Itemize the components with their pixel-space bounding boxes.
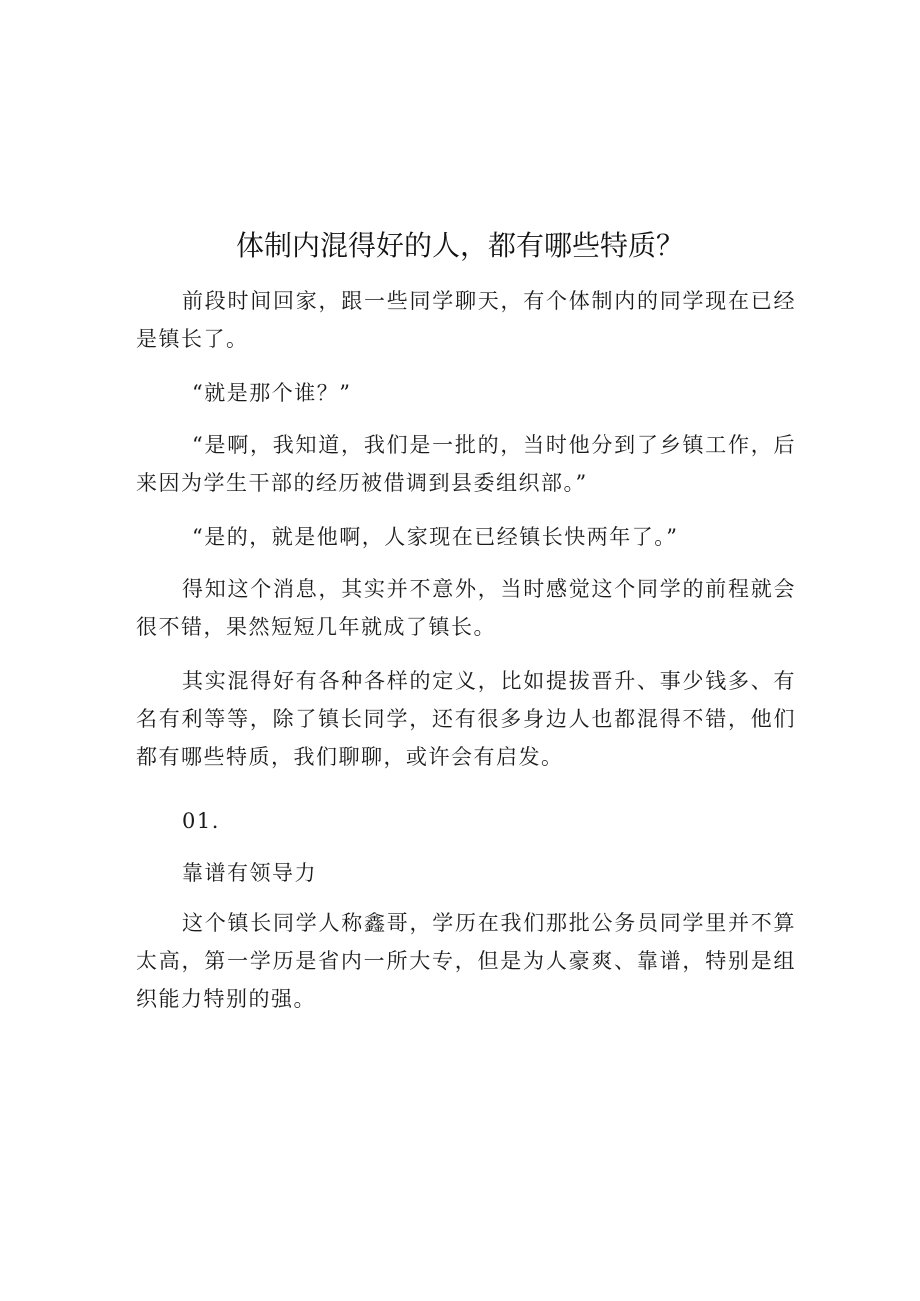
paragraph-6: 其实混得好有各种各样的定义，比如提拔晋升、事少钱多、有名有利等等，除了镇长同学，还有很多身边人也都混得不错，他们都有哪些特质，我们聊聊，或许会有启发。 (136, 669, 796, 769)
paragraph-7: 这个镇长同学人称鑫哥，学历在我们那批公务员同学里并不算太高，第一学历是省内一所大专，但是为人豪爽、靠谱，特别是组织能力特别的强。 (136, 911, 796, 1011)
paragraph-1: 前段时间回家，跟一些同学聊天，有个体制内的同学现在已经是镇长了。 (136, 289, 796, 351)
paragraph-4: “是的，就是他啊，人家现在已经镇长快两年了。” (192, 525, 679, 549)
article-title: 体制内混得好的人，都有哪些特质？ (235, 229, 684, 262)
paragraph-5: 得知这个消息，其实并不意外，当时感觉这个同学的前程就会很不错，果然短短几年就成了镇长。 (136, 577, 796, 639)
section-number: 01. (182, 809, 220, 833)
paragraph-2: “就是那个谁？” (192, 381, 352, 405)
paragraph-3: “是啊，我知道，我们是一批的，当时他分到了乡镇工作，后来因为学生干部的经历被借调到县委组织部。” (136, 433, 796, 495)
section-heading: 靠谱有领导力 (182, 861, 317, 885)
